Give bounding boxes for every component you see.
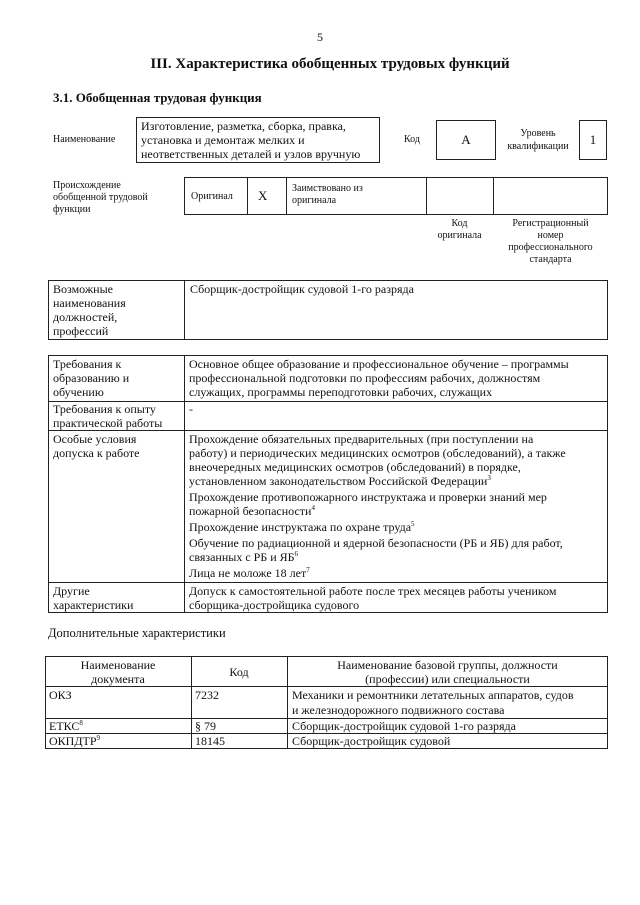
header-code: Код [229, 665, 249, 679]
footnote-marker: 3 [487, 474, 491, 482]
additional-name-line: и железнодорожного подвижного состава [292, 703, 505, 717]
name-value-line: неответственных деталей и узлов вручную [141, 147, 361, 161]
origin-code-caption-line: Код [451, 218, 468, 229]
req-value-line: Прохождение инструктажа по охране труда$^5$ [189, 520, 415, 534]
footnote-marker: 9 [96, 734, 101, 742]
req-label-line: характеристики [53, 598, 134, 612]
positions-label-line: должностей, [53, 310, 118, 324]
level-label-line: квалификации [507, 141, 569, 152]
name-value-line: Изготовление, разметка, сборка, правка, [141, 119, 346, 133]
req-value-line: Допуск к самостоятельной работе после трех месяцев работы учеником [189, 584, 557, 598]
level-value: 1 [589, 132, 597, 147]
req-label-line: образованию и [53, 371, 130, 385]
req-value-line: Обучение по радиационной и ядерной безопасности (РБ и ЯБ) для работ, [189, 536, 563, 550]
additional-title: Дополнительные характеристики [48, 626, 226, 640]
code-value-box [436, 120, 496, 160]
positions-label-line: Возможные [53, 282, 113, 296]
code-label: Код [404, 134, 420, 145]
req-value-line: внеочередных медицинских осмотров (обследований) в порядке, [189, 460, 521, 474]
additional-doc: ОКПДТР$^9$ [49, 734, 101, 748]
header-doc-line: документа [91, 672, 145, 686]
req-value-line: установленном законодательством Российской Федерации$^3$ [189, 474, 491, 488]
additional-code: 7232 [195, 688, 219, 702]
additional-name-line: Механики и ремонтники летательных аппаратов, судов [292, 688, 574, 702]
original-label: Оригинал [191, 191, 233, 202]
req-value-line: Прохождение противопожарного инструктажа и проверки знаний мер [189, 490, 547, 504]
reg-number-caption-line: стандарта [529, 254, 572, 265]
additional-code: § 79 [195, 719, 216, 733]
footnote-marker: 7 [306, 566, 310, 574]
req-label-line: Требования к [53, 357, 122, 371]
original-mark: X [258, 188, 268, 203]
page-number: 5 [317, 30, 323, 44]
additional-doc: ОКЗ [49, 688, 72, 702]
req-label-line: Другие [53, 584, 90, 598]
reg-number-caption-line: Регистрационный [512, 218, 589, 229]
name-value-line: установка и демонтаж мелких и [141, 133, 305, 147]
reg-number-caption-line: профессионального [508, 242, 593, 253]
header-name-line: (профессии) или специальности [365, 672, 530, 686]
footnote-marker: 4 [311, 504, 315, 512]
req-value-line: Прохождение обязательных предварительных (при поступлении на [189, 432, 534, 446]
req-value-line: Основное общее образование и профессиональное обучение – программы [189, 357, 569, 371]
req-label-line: Особые условия [53, 432, 137, 446]
req-value-line: пожарной безопасности$^4$ [189, 504, 315, 518]
additional-name-line: Сборщик-достройщик судовой 1-го разряда [292, 719, 516, 733]
origin-label-line: обобщенной трудовой [53, 192, 148, 203]
code-value: A [461, 132, 471, 147]
origin-code-caption-line: оригинала [437, 230, 482, 241]
req-value-line: работу) и периодических медицинских осмотров (обследований), а также [189, 446, 566, 460]
req-value-line: сборщика-достройщика судового [189, 598, 360, 612]
name-label: Наименование [53, 134, 116, 145]
borrowed-label-line: оригинала [292, 195, 337, 206]
req-label-line: Требования к опыту [53, 402, 156, 416]
additional-name-line: Сборщик-достройщик судовой [292, 734, 451, 748]
positions-label-line: наименования [53, 296, 126, 310]
footnote-marker: 6 [294, 550, 299, 558]
origin-label-line: Происхождение [53, 180, 121, 191]
positions-value: Сборщик-достройщик судовой 1-го разряда [190, 282, 414, 296]
req-value-line: Лица не моложе 18 лет$^7$ [189, 566, 310, 580]
req-value-line: - [189, 402, 193, 416]
header-doc-line: Наименование [80, 658, 156, 672]
level-label-line: Уровень [520, 128, 556, 139]
req-value-line: профессиональной подготовки по профессиям рабочих, должностям [189, 371, 541, 385]
reg-number-caption-line: номер [537, 230, 564, 241]
borrowed-label-line: Заимствовано из [292, 183, 363, 194]
req-value-line: служащих, программы переподготовки рабочих, служащих [189, 385, 493, 399]
section-title: III. Характеристика обобщенных трудовых функций [150, 56, 510, 72]
req-value-line: связанных с РБ и $ЯБ^6$ [189, 550, 299, 564]
additional-doc: ЕТКС$^8$ [49, 719, 83, 733]
name-value-box [136, 117, 380, 163]
level-value-box [579, 120, 607, 160]
positions-label-line: профессий [53, 324, 109, 338]
subsection-title: 3.1. Обобщенная трудовая функция [53, 90, 262, 105]
req-label-line: обучению [53, 385, 104, 399]
header-name-line: Наименование базовой группы, должности [337, 658, 558, 672]
origin-label-line: функции [53, 204, 91, 215]
footnote-marker: 8 [79, 719, 83, 727]
req-label-line: практической работы [53, 416, 163, 430]
additional-code: 18145 [195, 734, 225, 748]
footnote-marker: 5 [411, 520, 415, 528]
req-label-line: допуска к работе [53, 446, 140, 460]
